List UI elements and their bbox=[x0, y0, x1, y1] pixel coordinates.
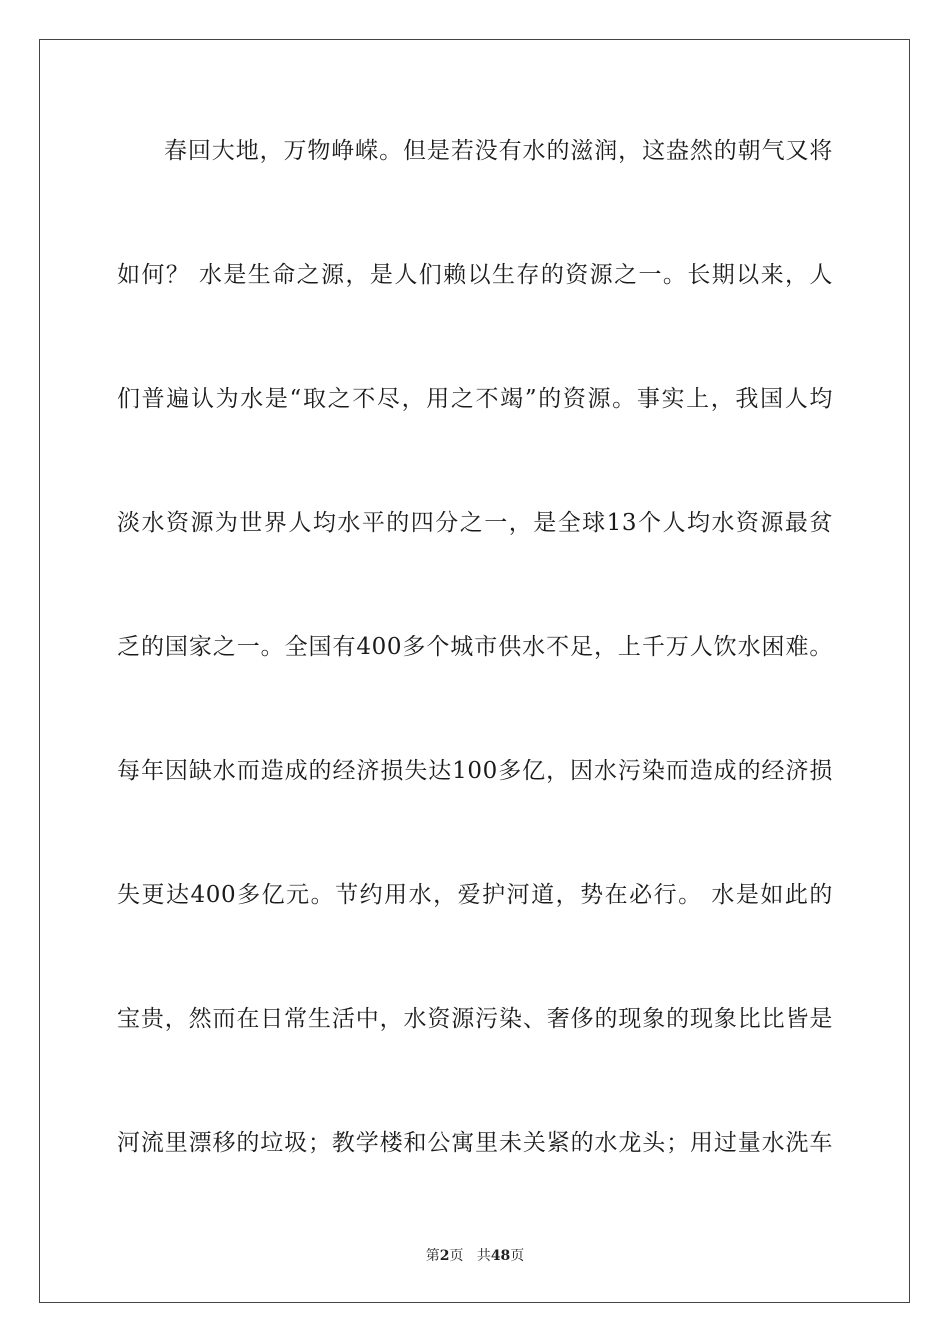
body-text-line-1: 春回大地，万物峥嵘。但是若没有水的滋润，这盎然的朝气又将 bbox=[164, 138, 833, 164]
footer-page-number: 2 bbox=[439, 1248, 450, 1264]
body-text-line-9: 河流里漂移的垃圾；教学楼和公寓里未关紧的水龙头；用过量水洗车 bbox=[117, 1130, 833, 1156]
body-text-line-8: 宝贵，然而在日常生活中，水资源污染、奢侈的现象的现象比比皆是 bbox=[117, 1006, 833, 1032]
page-footer bbox=[0, 1246, 950, 1266]
footer-page-prefix: 第 bbox=[425, 1248, 440, 1264]
footer-total-prefix: 共 bbox=[476, 1248, 491, 1264]
footer-page-suffix: 页 bbox=[449, 1248, 464, 1264]
page-border bbox=[39, 39, 910, 1303]
body-text-line-7: 失更达400多亿元。节约用水，爱护河道，势在必行。 水是如此的 bbox=[117, 882, 833, 908]
body-text-line-5: 乏的国家之一。全国有400多个城市供水不足，上千万人饮水困难。 bbox=[117, 634, 833, 660]
footer-total-pages: 48 bbox=[490, 1248, 511, 1264]
body-text-line-4: 淡水资源为世界人均水平的四分之一，是全球13个人均水资源最贫 bbox=[117, 510, 833, 536]
body-text-line-3: 们普遍认为水是“取之不尽，用之不竭”的资源。事实上，我国人均 bbox=[117, 386, 833, 412]
footer-total-suffix: 页 bbox=[510, 1248, 525, 1264]
body-text-line-6: 每年因缺水而造成的经济损失达100多亿，因水污染而造成的经济损 bbox=[117, 758, 833, 784]
body-text-line-2: 如何？ 水是生命之源，是人们赖以生存的资源之一。长期以来，人 bbox=[117, 262, 833, 288]
